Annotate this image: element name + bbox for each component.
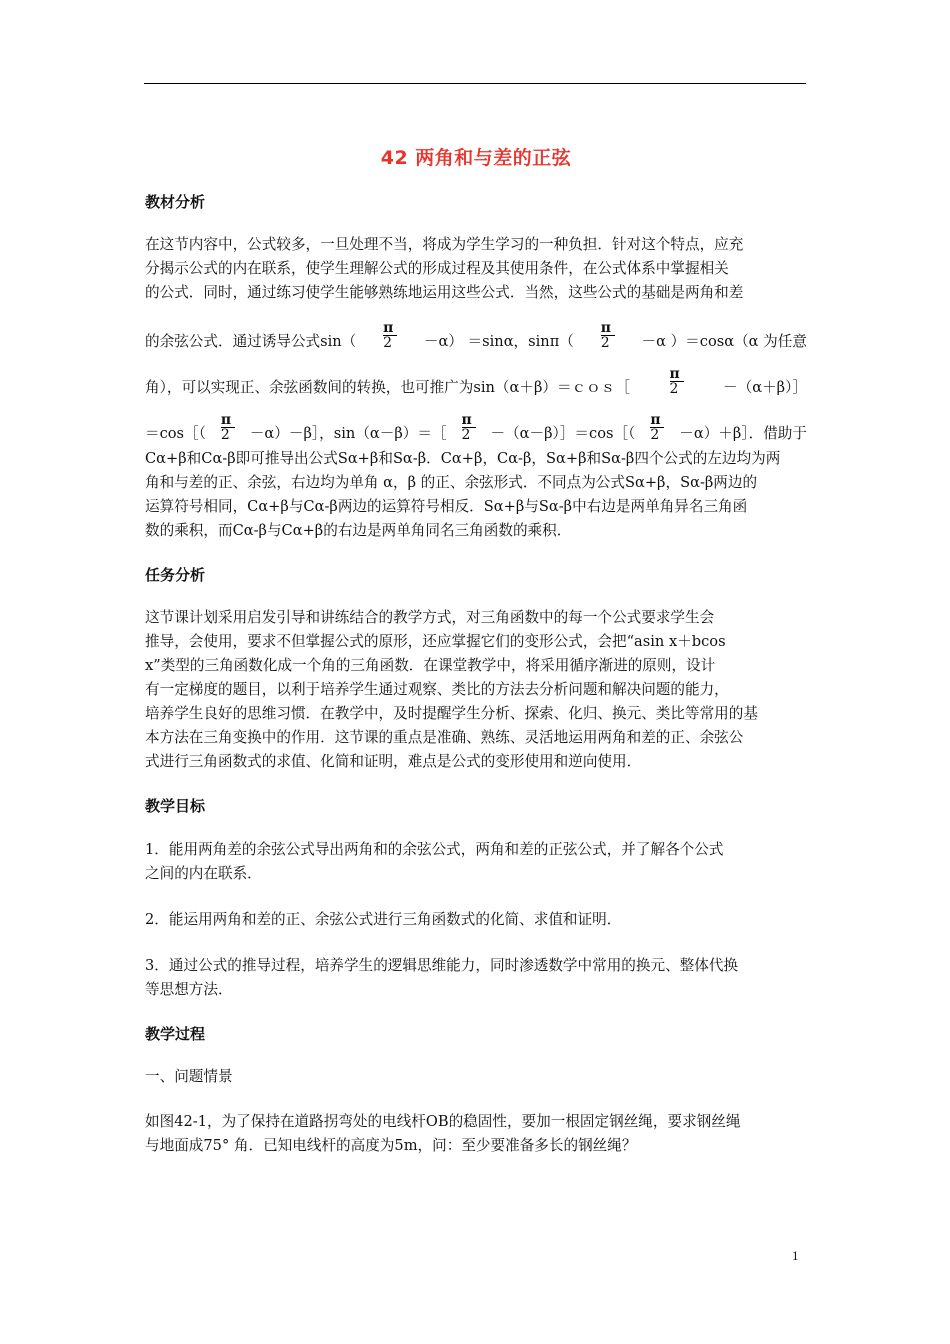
task-line: 推导，会使用，要求不但掌握公式的原形，还应掌握它们的变形公式，会把“asin x＋bcos bbox=[145, 633, 726, 650]
analysis-tail-line: 数的乘积，而Cα-β与Cα+β的右边是两单角同名三角函数的乘积． bbox=[145, 522, 572, 539]
frac-num: π bbox=[600, 319, 611, 336]
heading-analysis: 教材分析 bbox=[145, 193, 206, 211]
formula-text: 角），可以实现正、余弦函数间的转换，也可推广为sin（α＋β）＝ｃｏｓ［ bbox=[145, 379, 630, 396]
process-subheading: 一、问题情景 bbox=[145, 1068, 233, 1085]
analysis-tail-line: Cα+β和Cα-β即可推导出公式Sα+β和Sα-β．Cα+β，Cα-β，Sα+β和Sα-β四个公式的左边均为两 bbox=[145, 450, 781, 467]
header-rule bbox=[144, 83, 806, 84]
formula-text: ＝cos［（ bbox=[145, 425, 206, 442]
formula-text: －α ）＝cosα（α 为任意 bbox=[641, 333, 807, 350]
goal-item-3 bbox=[145, 954, 807, 1002]
analysis-line: 的公式．同时，通过练习使学生能够熟练地运用这些公式．当然，这些公式的基础是两角和差 bbox=[145, 284, 744, 301]
frac-num: π bbox=[669, 365, 680, 382]
page-number: 1 bbox=[792, 1248, 799, 1263]
analysis-line: 在这节内容中，公式较多，一旦处理不当，将成为学生学习的一种负担．针对这个特点，应充 bbox=[145, 236, 744, 253]
frac-num: π bbox=[220, 411, 232, 428]
goal-line: 3．通过公式的推导过程，培养学生的逻辑思维能力，同时渗透数学中常用的换元、整体代换 bbox=[145, 957, 739, 974]
task-line: 这节课计划采用启发引导和讲练结合的教学方式，对三角函数中的每一个公式要求学生会 bbox=[145, 609, 715, 626]
analysis-line: 分揭示公式的内在联系，使学生理解公式的形成过程及其使用条件，在公式体系中掌握相关 bbox=[145, 260, 729, 277]
goal-line: 1．能用两角差的余弦公式导出两角和的余弦公式，两角和差的正弦公式，并了解各个公式 bbox=[145, 841, 724, 858]
formula-line bbox=[145, 305, 807, 351]
goal-line: 等思想方法． bbox=[145, 981, 233, 998]
analysis-tail-line: 角和与差的正、余弦，右边均为单角 α，β 的正、余弦形式．不同点为公式Sα+β，Sα-β两边的 bbox=[145, 474, 758, 491]
frac-den: 2 bbox=[669, 381, 679, 398]
analysis-tail-line: 运算符号相同，Cα+β与Cα-β两边的运算符号相反．Sα+β与Sα-β中右边是两单角异名三角函 bbox=[145, 498, 748, 515]
heading-process: 教学过程 bbox=[145, 1025, 206, 1043]
fraction-pi-over-2 bbox=[601, 321, 615, 351]
task-line: x”类型的三角函数化成一个角的三角函数．在课堂教学中，将采用循序渐进的原则，设计 bbox=[145, 657, 716, 674]
heading-goals: 教学目标 bbox=[145, 797, 206, 815]
process-line: 与地面成75° 角．已知电线杆的高度为5m，问：至少要准备多长的钢丝绳？ bbox=[145, 1137, 637, 1154]
formula-text: －（α－β）］＝cos［（ bbox=[490, 425, 636, 442]
goal-line: 2．能运用两角和差的正、余弦公式进行三角函数式的化简、求值和证明． bbox=[145, 911, 622, 928]
document-body bbox=[145, 146, 807, 1158]
fraction-pi-over-2 bbox=[462, 413, 476, 443]
task-line: 培养学生良好的思维习惯．在教学中，及时提醒学生分析、探索、化归、换元、类比等常用的基 bbox=[145, 705, 758, 722]
fraction-pi-over-2 bbox=[650, 413, 664, 443]
frac-den: 2 bbox=[383, 335, 392, 352]
formula-line bbox=[145, 397, 807, 443]
formula-text: －α） ＝sinα，sinπ（ bbox=[423, 333, 574, 350]
frac-num: π bbox=[650, 411, 661, 428]
formula-text: －（α＋β）］ bbox=[723, 379, 807, 396]
formula-text: －α）－β］，sin（α－β）＝［ bbox=[249, 425, 447, 442]
goal-item-2 bbox=[145, 908, 807, 932]
formula-line bbox=[145, 351, 807, 397]
frac-den: 2 bbox=[650, 427, 660, 444]
heading-task: 任务分析 bbox=[145, 566, 206, 584]
frac-num: π bbox=[383, 319, 394, 336]
goal-line: 之间的内在联系． bbox=[145, 865, 262, 882]
fraction-pi-over-2 bbox=[383, 321, 397, 351]
task-line: 有一定梯度的题目，以利于培养学生通过观察、类比的方法去分析问题和解决问题的能力， bbox=[145, 681, 729, 698]
formula-block bbox=[145, 305, 807, 443]
frac-den: 2 bbox=[220, 427, 230, 444]
fraction-pi-over-2 bbox=[670, 367, 684, 397]
formula-text: －α）＋β］．借助于 bbox=[679, 425, 807, 442]
formula-text: 的余弦公式．通过诱导公式sin（ bbox=[145, 333, 357, 350]
goal-item-1 bbox=[145, 838, 807, 886]
frac-num: π bbox=[461, 411, 472, 428]
task-line: 式进行三角函数式的求值、化简和证明，难点是公式的变形使用和逆向使用． bbox=[145, 753, 642, 770]
fraction-pi-over-2 bbox=[221, 413, 235, 443]
task-line: 本方法在三角变换中的作用．这节课的重点是准确、熟练、灵活地运用两角和差的正、余弦公 bbox=[145, 729, 744, 746]
frac-den: 2 bbox=[600, 335, 610, 352]
document-title: 42 两角和与差的正弦 bbox=[380, 147, 572, 169]
frac-den: 2 bbox=[461, 427, 471, 444]
process-line: 如图42-1，为了保持在道路拐弯处的电线杆OB的稳固性，要加一根固定钢丝绳，要求钢丝绳 bbox=[145, 1113, 741, 1130]
